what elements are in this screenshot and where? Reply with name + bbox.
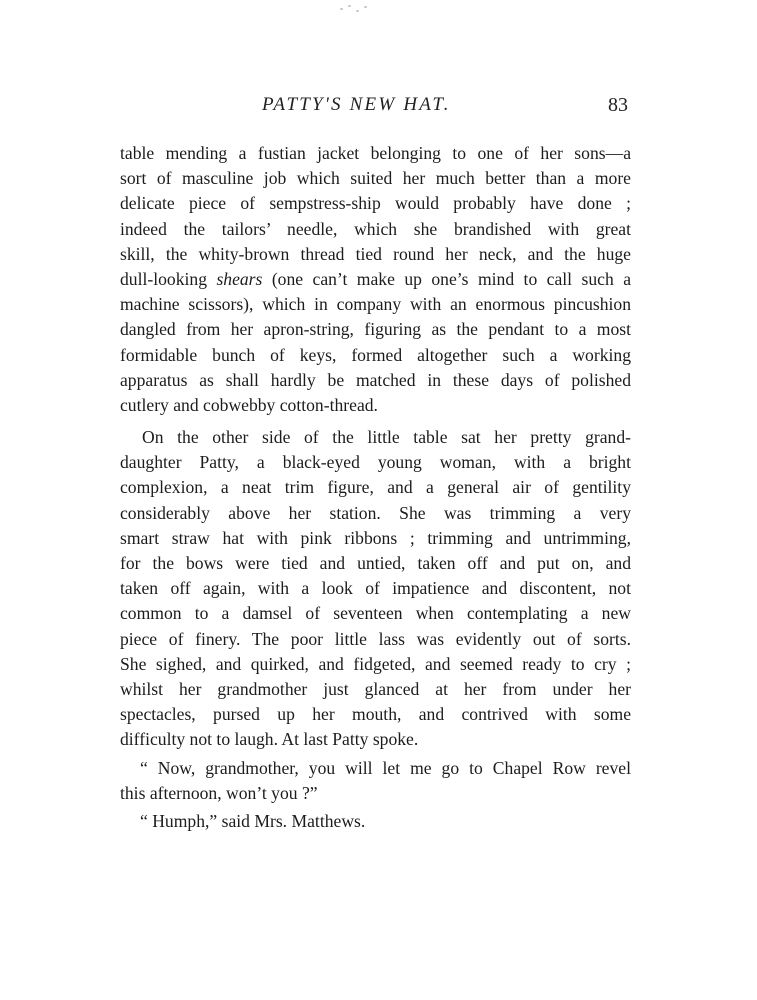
text-line: this afternoon, won’t you ?” (120, 782, 318, 803)
text-line: “ Now, grandmother, you will let me go to Chapel Row revel (140, 757, 631, 778)
text-line: “ Humph,” said Mrs. Matthews. (140, 810, 366, 831)
paragraph (120, 809, 631, 834)
text-line: She sighed, and quirked, and fidgeted, and seemed ready to cry ; (120, 653, 631, 674)
paragraph (120, 141, 631, 418)
text-line: for the bows were tied and untied, taken off and put on, and (120, 553, 631, 573)
text-line: taken off again, with a look of impatience and discontent, not (120, 578, 631, 599)
text-line: daughter Patty, a black-eyed young woman, with a bright (120, 452, 631, 473)
text-line: formidable bunch of keys, formed altogether such a working (120, 344, 631, 365)
text-line: piece of finery. The poor little lass was evidently out of sorts. (120, 628, 631, 649)
text-line: difficulty not to laugh. At last Patty spoke. (120, 729, 419, 750)
text-line: sort of masculine job which suited her much better than a more (120, 168, 631, 189)
paragraph (120, 425, 631, 752)
text-line: dull-looking shears (one can’t make up one’s mind to call such a (120, 268, 631, 289)
text-line: common to a damsel of seventeen when contemplating a new (120, 603, 631, 624)
running-title: PATTY'S NEW HAT. (262, 94, 451, 115)
italic-word: shears (216, 268, 263, 289)
text-line: skill, the whity-brown thread tied round her neck, and the huge (120, 243, 631, 264)
text-line: On the other side of the little table sat her pretty grand- (142, 427, 631, 448)
paragraph (120, 756, 631, 806)
text-line: table mending a fustian jacket belonging to one of her sons—a (120, 143, 631, 163)
text-line: complexion, a neat trim figure, and a general air of gentility (120, 477, 631, 498)
print-smudge (336, 2, 372, 14)
text-line: indeed the tailors’ needle, which she brandished with great (120, 218, 631, 239)
text-line: considerably above her station. She was trimming a very (120, 502, 631, 523)
text-line: cutlery and cobwebby cotton-thread. (120, 394, 378, 415)
text-line: whilst her grandmother just glanced at her from under her (120, 678, 631, 699)
text-line: delicate piece of sempstress-ship would probably have done ; (120, 193, 631, 214)
running-head (120, 94, 632, 124)
body-text (120, 141, 631, 834)
text-line: smart straw hat with pink ribbons ; trimming and untrimming, (120, 527, 631, 548)
text-line: dangled from her apron-string, figuring as the pendant to a most (120, 319, 631, 340)
text-line: apparatus as shall hardly be matched in these days of polished (120, 369, 631, 390)
text-line: spectacles, pursed up her mouth, and contrived with some (120, 704, 631, 725)
text-line: machine scissors), which in company with an enormous pincushion (120, 294, 631, 315)
page-number: 83 (608, 94, 628, 116)
